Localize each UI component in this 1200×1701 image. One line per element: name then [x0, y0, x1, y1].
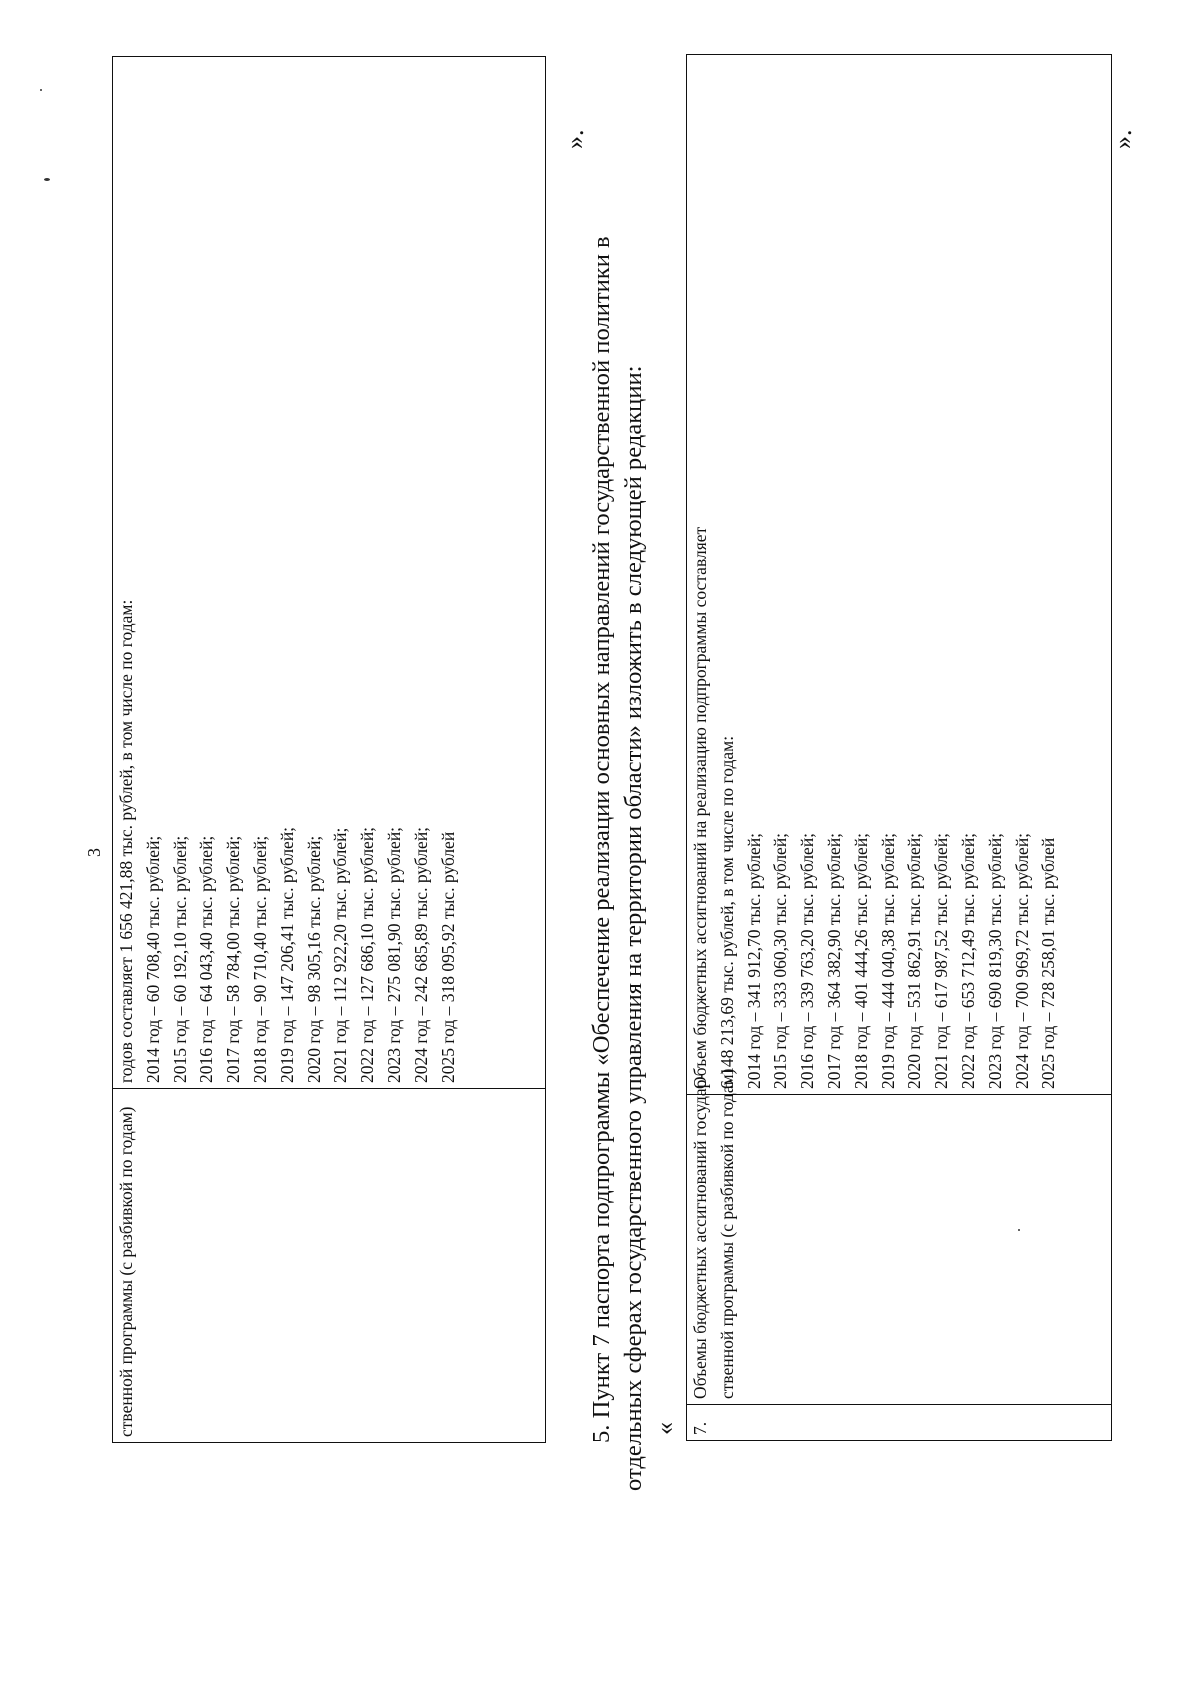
row-label [687, 1068, 741, 1399]
table-row [687, 55, 1112, 1441]
scan-speck [1018, 1229, 1020, 1231]
text-line: 2019 год – 444 040,38 тыс. рублей; [877, 832, 898, 1089]
page-number: 3 [84, 848, 104, 857]
text-line: 2016 год – 64 043,40 тыс. рублей; [196, 835, 217, 1083]
row-value-cell [687, 55, 1112, 1095]
funding-by-year-list [687, 60, 1062, 1089]
text-line: ственной программы (с разбивкой по годам) [116, 1106, 136, 1437]
text-line: 2018 год – 401 444,26 тыс. рублей; [850, 832, 871, 1089]
text-line: 2023 год – 275 081,90 тыс. рублей; [383, 826, 404, 1083]
row-label [113, 1094, 140, 1437]
text-line: 2023 год – 690 819,30 тыс. рублей; [984, 832, 1005, 1089]
amendment-paragraph [586, 51, 650, 1491]
text-line: 2017 год – 364 382,90 тыс. рублей; [823, 832, 844, 1089]
text-line: 2021 год – 617 987,52 тыс. рублей; [931, 832, 952, 1089]
opening-quote: « [650, 1422, 679, 1435]
text-line: отдельных сферах государственного управления на территории области» изложить в следующей редакции: [620, 365, 647, 1491]
row-number-cell [687, 1405, 1112, 1441]
row-label-cell [113, 1089, 546, 1443]
text-line: 2025 год – 728 258,01 тыс. рублей [1038, 837, 1059, 1089]
text-line: ственной программы (с разбивкой по годам) [716, 1068, 737, 1399]
text-line: 2024 год – 700 969,72 тыс. рублей; [1011, 832, 1032, 1089]
text-line: 2020 год – 98 305,16 тыс. рублей; [303, 835, 324, 1083]
text-line: 2018 год – 90 710,40 тыс. рублей; [249, 835, 270, 1083]
text-line: 5. Пункт 7 паспорта подпрограммы «Обеспечение реализации основных направлений государственной политики в [588, 236, 615, 1443]
table-row [113, 57, 546, 1443]
text-line: 6 148 213,69 тыс. рублей, в том числе по годам: [716, 735, 737, 1089]
financing-table-top [112, 56, 546, 1443]
text-line: 2022 год – 127 686,10 тыс. рублей; [357, 826, 378, 1083]
closing-quote: ». [1108, 129, 1137, 149]
text-line: 2014 год – 60 708,40 тыс. рублей; [142, 835, 163, 1083]
row-label-cell [687, 1068, 1112, 1405]
text-line: 2024 год – 242 685,89 тыс. рублей; [410, 826, 431, 1083]
financing-table-bottom [686, 54, 1112, 1441]
text-line: 2017 год – 58 784,00 тыс. рублей; [223, 835, 244, 1083]
row-value-cell [113, 57, 546, 1089]
text-line: 2014 год – 341 912,70 тыс. рублей; [743, 832, 764, 1089]
text-line: 2025 год – 318 095,92 тыс. рублей [437, 831, 458, 1083]
row-number: 7. [690, 1421, 710, 1435]
text-line: 2021 год – 112 922,20 тыс. рублей; [330, 827, 351, 1083]
text-line: Объем бюджетных ассигнований на реализацию подпрограммы составляет [690, 526, 710, 1089]
scan-speck [44, 178, 50, 181]
closing-quote: ». [560, 129, 589, 149]
text-line: 2015 год – 333 060,30 тыс. рублей; [770, 832, 791, 1089]
text-line: 2016 год – 339 763,20 тыс. рублей; [797, 832, 818, 1089]
text-line: 2022 год – 653 712,49 тыс. рублей; [957, 832, 978, 1089]
text-line: 2015 год – 60 192,10 тыс. рублей; [169, 835, 190, 1083]
text-line: 2019 год – 147 206,41 тыс. рублей; [276, 826, 297, 1083]
text-line: Объемы бюджетных ассигнований государ- [690, 1073, 710, 1399]
text-line: годов составляет 1 656 421,88 тыс. рублей, в том числе по годам: [116, 599, 136, 1083]
text-line: 2020 год – 531 862,91 тыс. рублей; [904, 832, 925, 1089]
scan-speck [40, 89, 42, 91]
funding-by-year-list [113, 62, 461, 1083]
